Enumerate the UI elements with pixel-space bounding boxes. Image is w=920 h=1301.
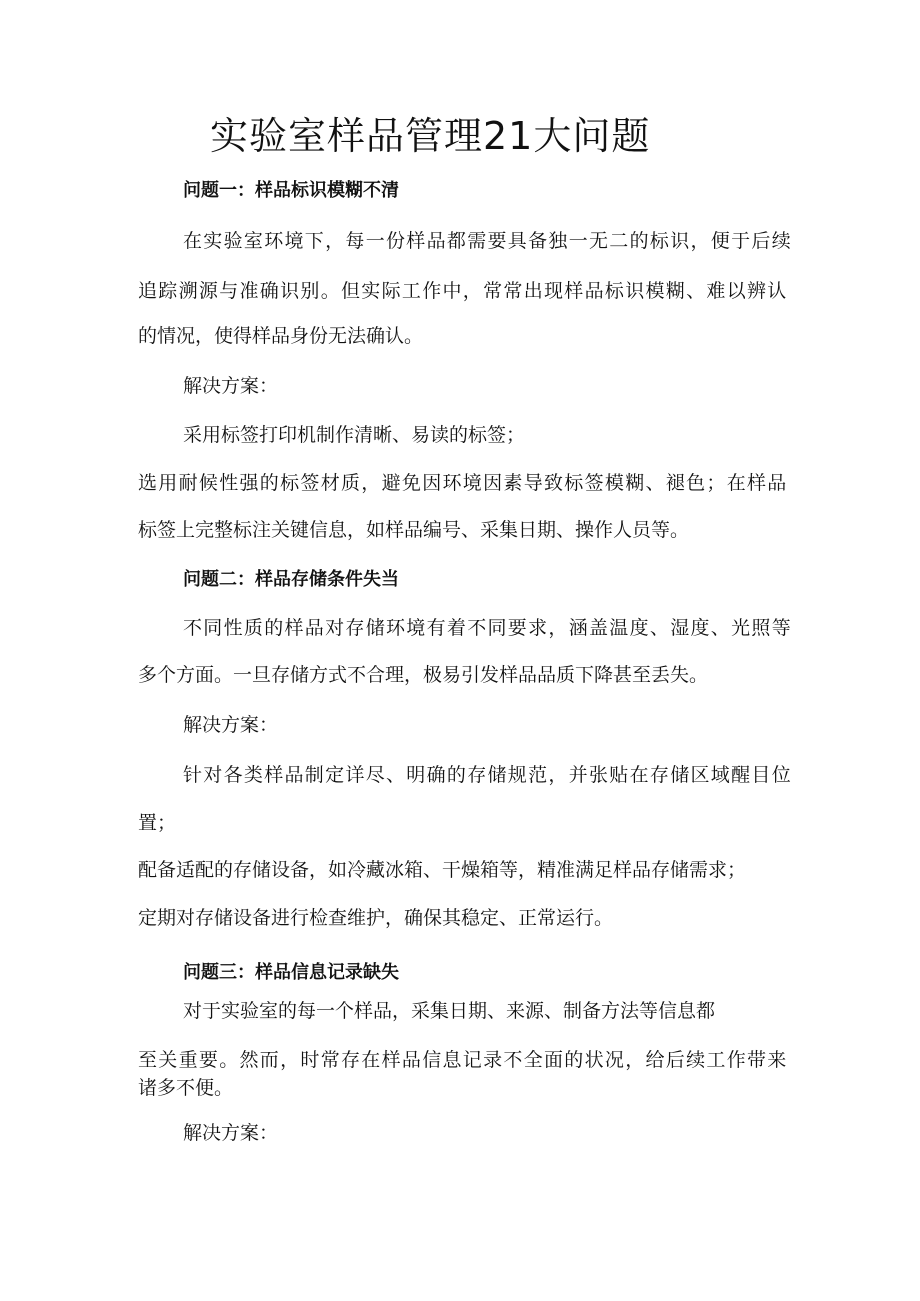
solution-line: 选用耐候性强的标签材质，避免因环境因素导致标签模糊、褪色；在样品 <box>138 472 788 494</box>
solution-line: 标签上完整标注关键信息，如样品编号、采集日期、操作人员等。 <box>138 519 690 541</box>
section-heading-2: 问题二：样品存储条件失当 <box>183 569 399 590</box>
paragraph-line: 的情况，使得样品身份无法确认。 <box>138 325 424 347</box>
paragraph-line: 诸多不便。 <box>138 1077 234 1099</box>
paragraph-line: 至关重要。然而，时常存在样品信息记录不全面的状况，给后续工作带来 <box>138 1049 788 1071</box>
paragraph-line: 不同性质的样品对存储环境有着不同要求，涵盖温度、湿度、光照等 <box>183 617 793 639</box>
section-heading-1: 问题一：样品标识模糊不清 <box>183 180 399 201</box>
paragraph-line: 多个方面。一旦存储方式不合理，极易引发样品品质下降甚至丢失。 <box>138 664 709 686</box>
solution-line: 采用标签打印机制作清晰、易读的标签； <box>183 424 526 446</box>
paragraph-line: 追踪溯源与准确识别。但实际工作中，常常出现样品标识模糊、难以辨认 <box>138 280 788 302</box>
section-heading-3: 问题三：样品信息记录缺失 <box>183 962 399 983</box>
solution-line: 置； <box>138 812 177 834</box>
solution-label-3: 解决方案： <box>183 1122 279 1144</box>
solution-line: 针对各类样品制定详尽、明确的存储规范，并张贴在存储区域醒目位 <box>183 764 793 786</box>
solution-line: 配备适配的存储设备，如冷藏冰箱、干燥箱等，精准满足样品存储需求； <box>138 859 747 881</box>
solution-label-2: 解决方案： <box>183 714 279 736</box>
page-title: 实验室样品管理21大问题 <box>210 114 651 158</box>
solution-line: 定期对存储设备进行检查维护，确保其稳定、正常运行。 <box>138 907 614 929</box>
paragraph-line: 对于实验室的每一个样品，采集日期、来源、制备方法等信息都 <box>183 1000 716 1022</box>
paragraph-line: 在实验室环境下，每一份样品都需要具备独一无二的标识，便于后续 <box>183 230 793 252</box>
solution-label-1: 解决方案： <box>183 375 279 397</box>
